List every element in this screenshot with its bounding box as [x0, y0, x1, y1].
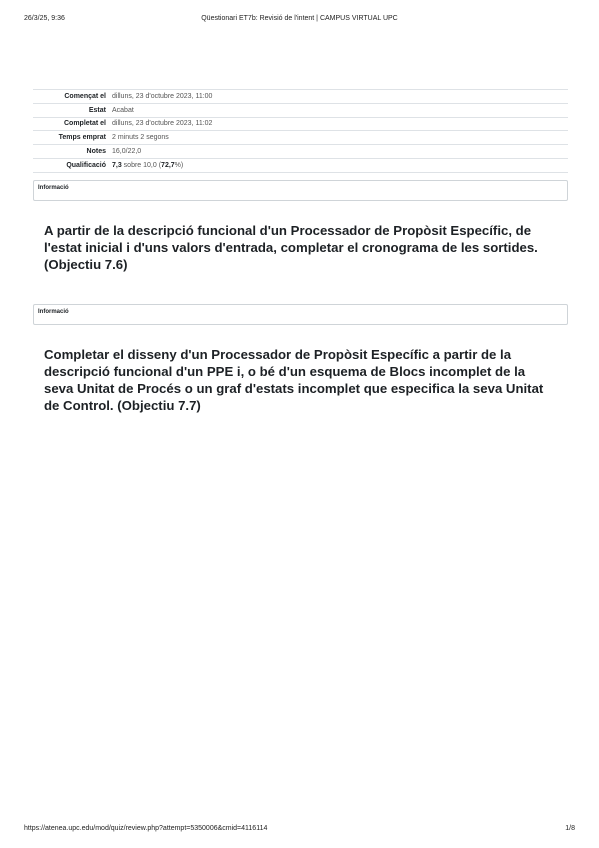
summary-value: dilluns, 23 d'octubre 2023, 11:02	[112, 120, 213, 128]
summary-value: 2 minuts 2 segons	[112, 134, 169, 142]
print-footer	[0, 825, 599, 837]
grade-middle: sobre 10,0 (	[121, 161, 162, 169]
grade-value	[112, 158, 568, 172]
summary-row-time-taken	[33, 131, 568, 145]
info-box-1	[33, 180, 568, 201]
summary-label: Estat	[88, 106, 106, 114]
page-url: https://atenea.upc.edu/mod/quiz/review.php?attempt=5350006&cmid=4116114	[24, 825, 268, 832]
summary-value: Acabat	[112, 106, 134, 114]
summary-value: dilluns, 23 d'octubre 2023, 11:00	[112, 92, 213, 100]
objective-text-2: Completar el disseny d'un Processador de Propòsit Específic a partir de la descripció funcional d'un PPE i, o bé d'un esquema de Blocs incomplet de la seva Unitat de Procés o un graf d'estats incomplet que especifica la seva Unitat de Control. (Objectiu 7.7)	[44, 347, 544, 413]
summary-label: Començat el	[64, 92, 106, 100]
grade-score: 7,3	[112, 161, 122, 169]
grade-end: %)	[174, 161, 184, 169]
grade-percent: 72,7	[161, 161, 175, 169]
print-header	[0, 15, 599, 27]
summary-row-started	[33, 90, 568, 104]
page-number: 1/8	[565, 825, 575, 832]
summary-row-grade	[33, 158, 568, 172]
attempt-summary-table	[33, 89, 568, 173]
info-box-2	[33, 304, 568, 325]
info-label: Informació	[38, 185, 69, 191]
info-label: Informació	[38, 309, 69, 315]
print-date: 26/3/25, 9:36	[24, 15, 65, 22]
summary-row-marks	[33, 145, 568, 159]
summary-row-state	[33, 103, 568, 117]
summary-label: Temps emprat	[58, 134, 106, 142]
summary-label: Qualificació	[66, 161, 106, 169]
page-title: Qüestionari ET7b: Revisió de l'intent | CAMPUS VIRTUAL UPC	[201, 15, 398, 22]
summary-row-completed	[33, 117, 568, 131]
summary-label: Completat el	[63, 120, 106, 128]
objective-text-1: A partir de la descripció funcional d'un Processador de Propòsit Específic, de l'estat inicial i d'uns valors d'entrada, completar el cronograma de les sortides. (Objectiu 7.6)	[44, 223, 538, 272]
summary-value: 16,0/22,0	[112, 148, 142, 156]
summary-label: Notes	[86, 148, 106, 156]
